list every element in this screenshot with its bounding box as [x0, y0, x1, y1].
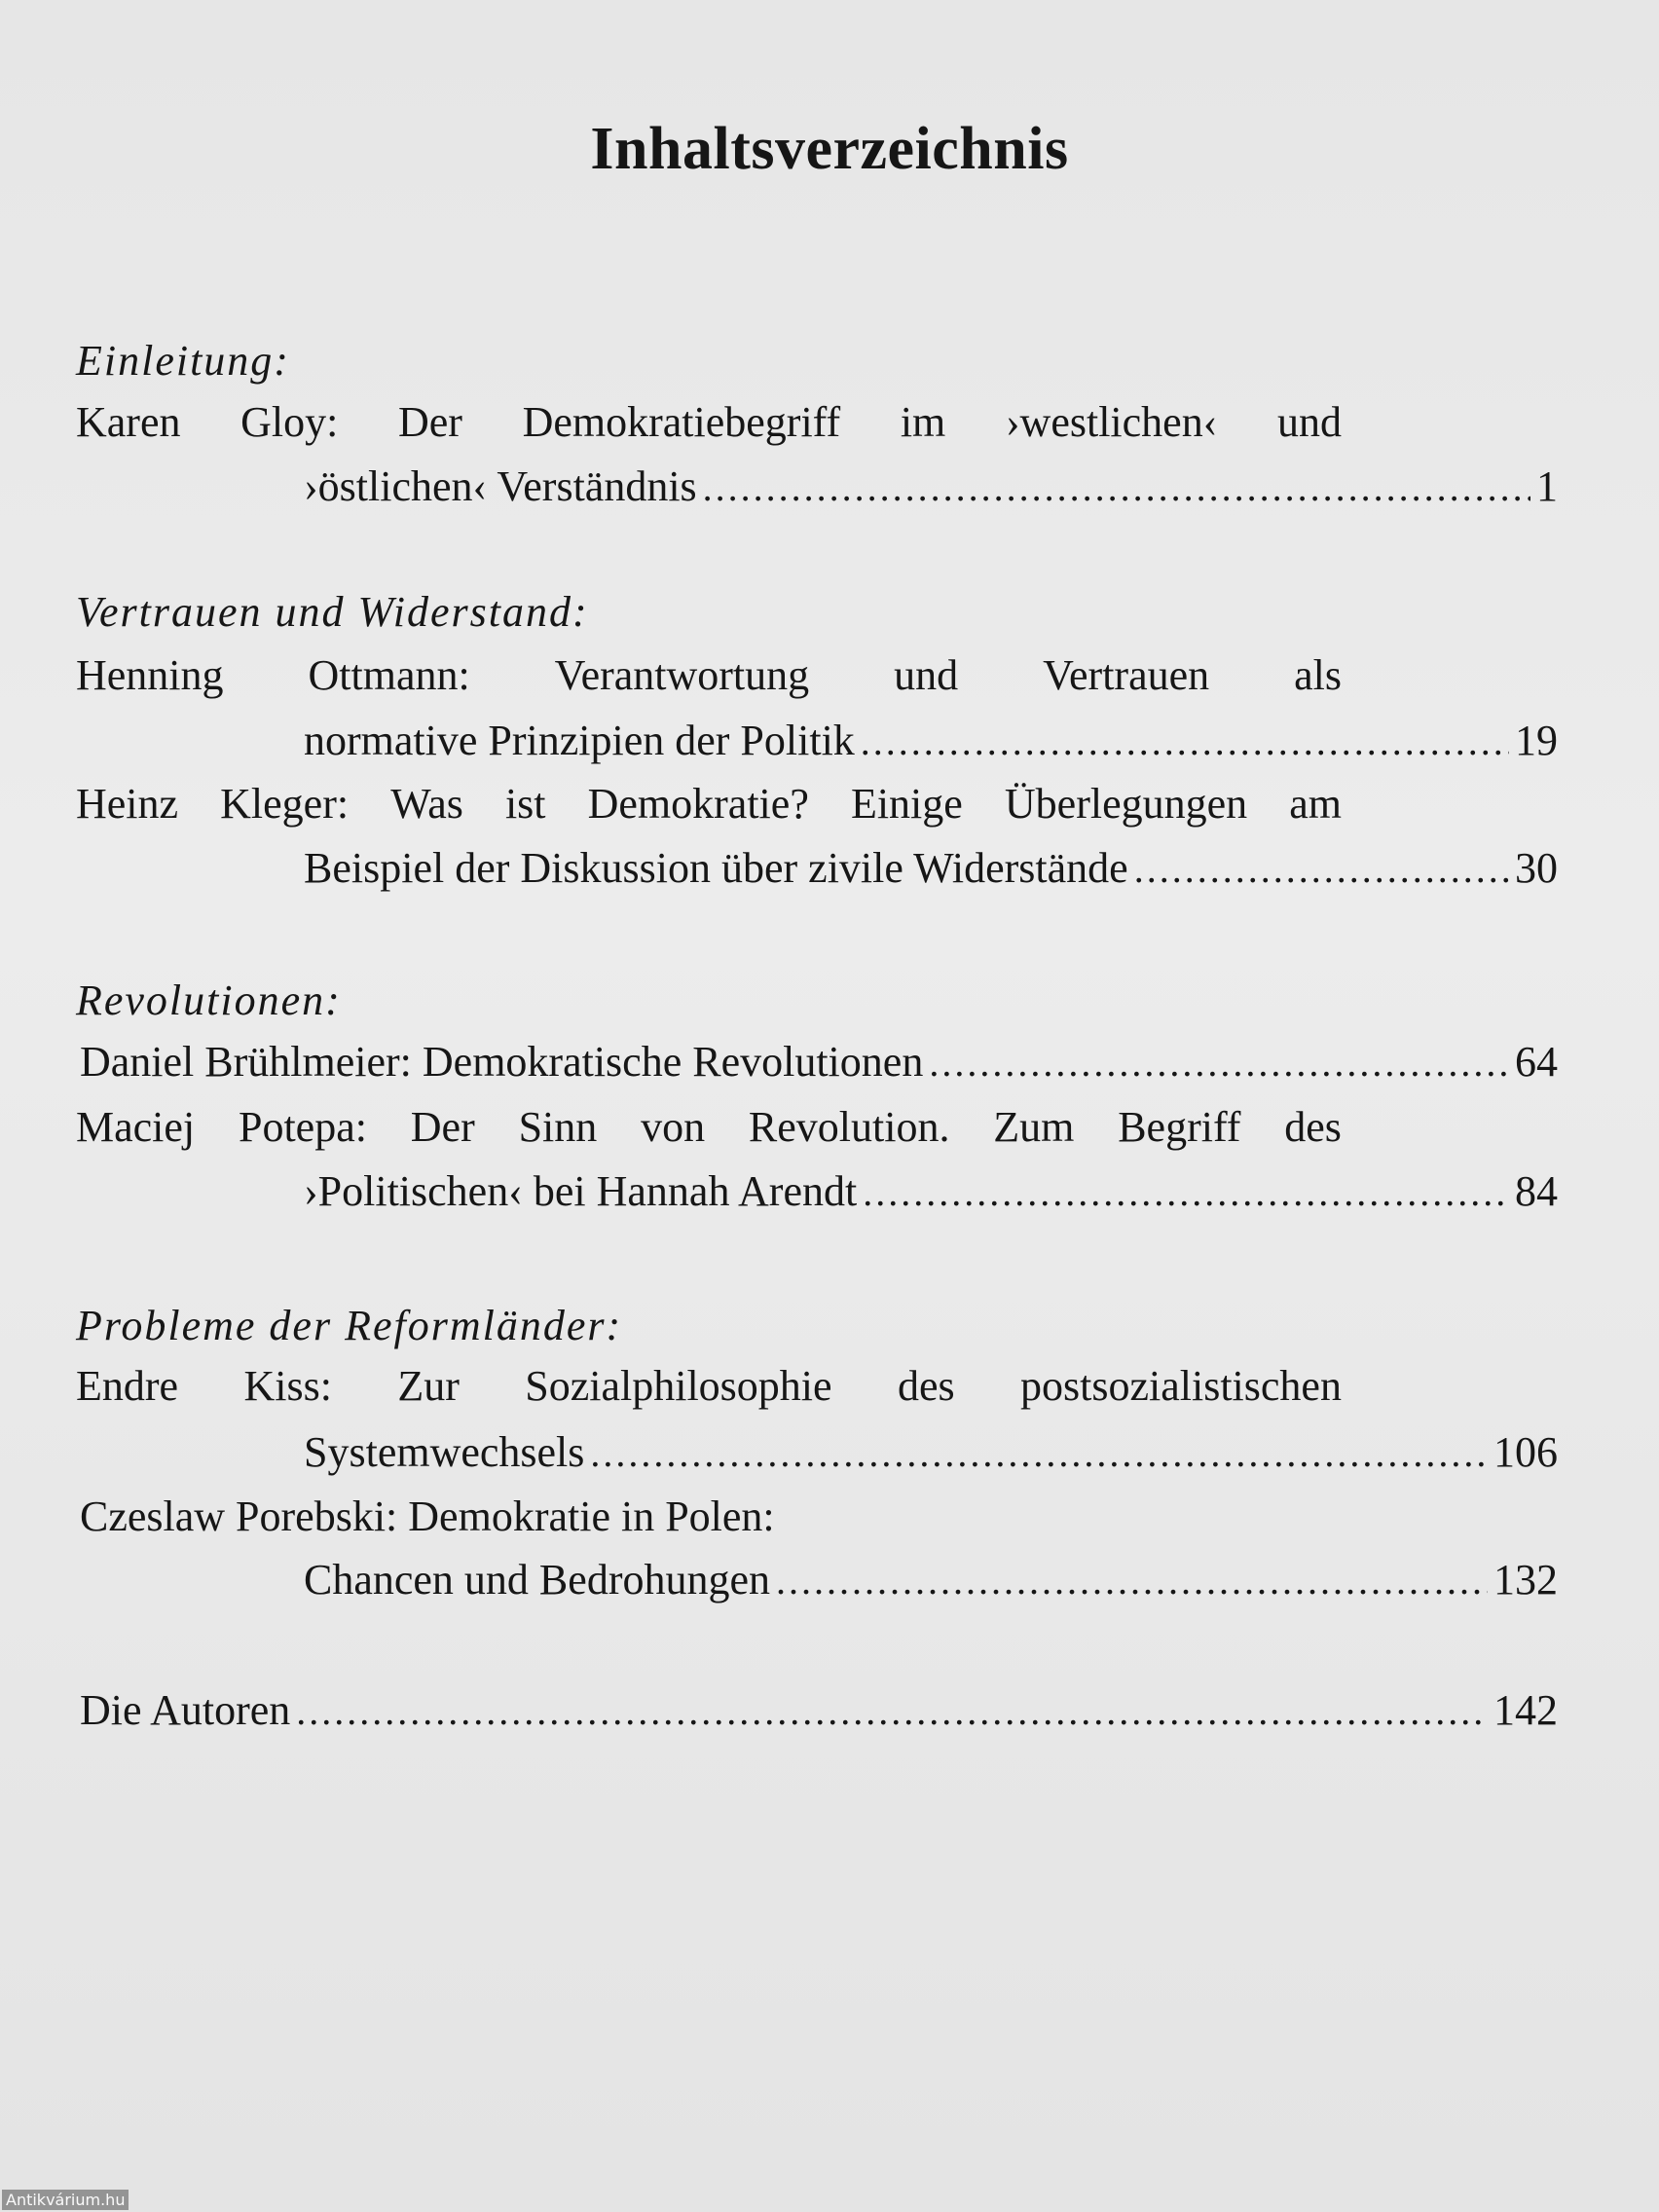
toc-entry-potepa-line1 [76, 1102, 1342, 1152]
word: Demokratie? [587, 780, 809, 828]
word: Sinn [518, 1103, 598, 1151]
page-title: Inhaltsverzeichnis [590, 116, 1069, 182]
toc-entry-ottmann-line2 [304, 716, 1558, 765]
word: Karen [76, 398, 181, 446]
leader-dots [296, 1688, 1488, 1734]
word: von [641, 1103, 706, 1151]
page-number: 84 [1515, 1167, 1558, 1215]
leader-dots [776, 1558, 1488, 1604]
word: ist [504, 780, 546, 828]
toc-entry-gloy-line1 [76, 397, 1342, 447]
word: ›westlichen‹ [1005, 398, 1218, 446]
word: und [894, 651, 959, 699]
toc-entry-ottmann-line1 [76, 650, 1342, 700]
word: Vertrauen [1043, 651, 1210, 699]
section-label-reformlaender: Probleme der Reformländer: [76, 1302, 623, 1349]
leader-dots [861, 719, 1509, 764]
toc-entry-kleger-line1 [76, 779, 1342, 829]
section-label-vertrauen: Vertrauen und Widerstand: [76, 588, 589, 636]
word: Henning [76, 651, 224, 699]
page-number: 132 [1493, 1556, 1558, 1604]
section-label-einleitung: Einleitung: [76, 337, 290, 385]
toc-entry-porebski-line2 [304, 1555, 1558, 1604]
entry-title-continuation: Beispiel der Diskussion über zivile Widerstände [304, 844, 1128, 892]
leader-dots [1134, 846, 1509, 892]
word: Zur [397, 1362, 460, 1410]
word: Verantwortung [554, 651, 810, 699]
word: Potepa: [238, 1103, 367, 1151]
word: Sozialphilosophie [525, 1362, 832, 1410]
word: Kleger: [220, 780, 350, 828]
word: Endre [76, 1362, 179, 1410]
word: am [1289, 780, 1342, 828]
leader-dots [863, 1169, 1509, 1215]
toc-entry-gloy-line2 [304, 461, 1558, 511]
page-number: 19 [1515, 717, 1558, 764]
word: Der [397, 398, 462, 446]
word: Maciej [76, 1103, 196, 1151]
entry-title-continuation: ›östlichen‹ Verständnis [304, 462, 697, 510]
word: im [900, 398, 946, 446]
word: Revolution. [748, 1103, 950, 1151]
word: Einige [850, 780, 963, 828]
page-number: 64 [1515, 1038, 1558, 1086]
word: Kiss: [243, 1362, 332, 1410]
entry-title: Die Autoren [80, 1686, 291, 1734]
page-number: 106 [1493, 1428, 1558, 1476]
entry-title: Daniel Brühlmeier: Demokratische Revolutionen [80, 1038, 924, 1086]
word: Gloy: [240, 398, 339, 446]
toc-entry-bruehlmeier [80, 1037, 1558, 1087]
word: des [1284, 1103, 1342, 1151]
word: Überlegungen [1004, 780, 1248, 828]
word: Was [390, 780, 463, 828]
toc-entry-kiss-line1 [76, 1361, 1342, 1411]
word: Begriff [1118, 1103, 1241, 1151]
toc-entry-kiss-line2 [304, 1427, 1558, 1477]
entry-title-continuation: normative Prinzipien der Politik [304, 717, 855, 764]
entry-title-continuation: ›Politischen‹ bei Hannah Arendt [304, 1167, 858, 1215]
toc-entry-autoren [80, 1685, 1558, 1735]
leader-dots [590, 1430, 1488, 1476]
page-number: 1 [1536, 462, 1558, 510]
word: als [1294, 651, 1342, 699]
word: Demokratiebegriff [522, 398, 841, 446]
page-number: 142 [1493, 1686, 1558, 1734]
entry-title-continuation: Systemwechsels [304, 1428, 585, 1476]
word: und [1276, 398, 1342, 446]
word: postsozialistischen [1020, 1362, 1342, 1410]
watermark-logo: Antikvárium.hu [2, 2190, 129, 2210]
toc-entry-potepa-line2 [304, 1166, 1558, 1216]
leader-dots [929, 1040, 1509, 1086]
section-label-revolutionen: Revolutionen: [76, 977, 342, 1024]
word: Heinz [76, 780, 179, 828]
entry-title-continuation: Chancen und Bedrohungen [304, 1556, 770, 1604]
page-number: 30 [1515, 844, 1558, 892]
word: Der [410, 1103, 475, 1151]
word: des [897, 1362, 955, 1410]
leader-dots [703, 464, 1530, 510]
word: Zum [993, 1103, 1075, 1151]
toc-entry-porebski-line1: Czeslaw Porebski: Demokratie in Polen: [80, 1493, 775, 1540]
word: Ottmann: [308, 651, 470, 699]
toc-entry-kleger-line2 [304, 843, 1558, 893]
